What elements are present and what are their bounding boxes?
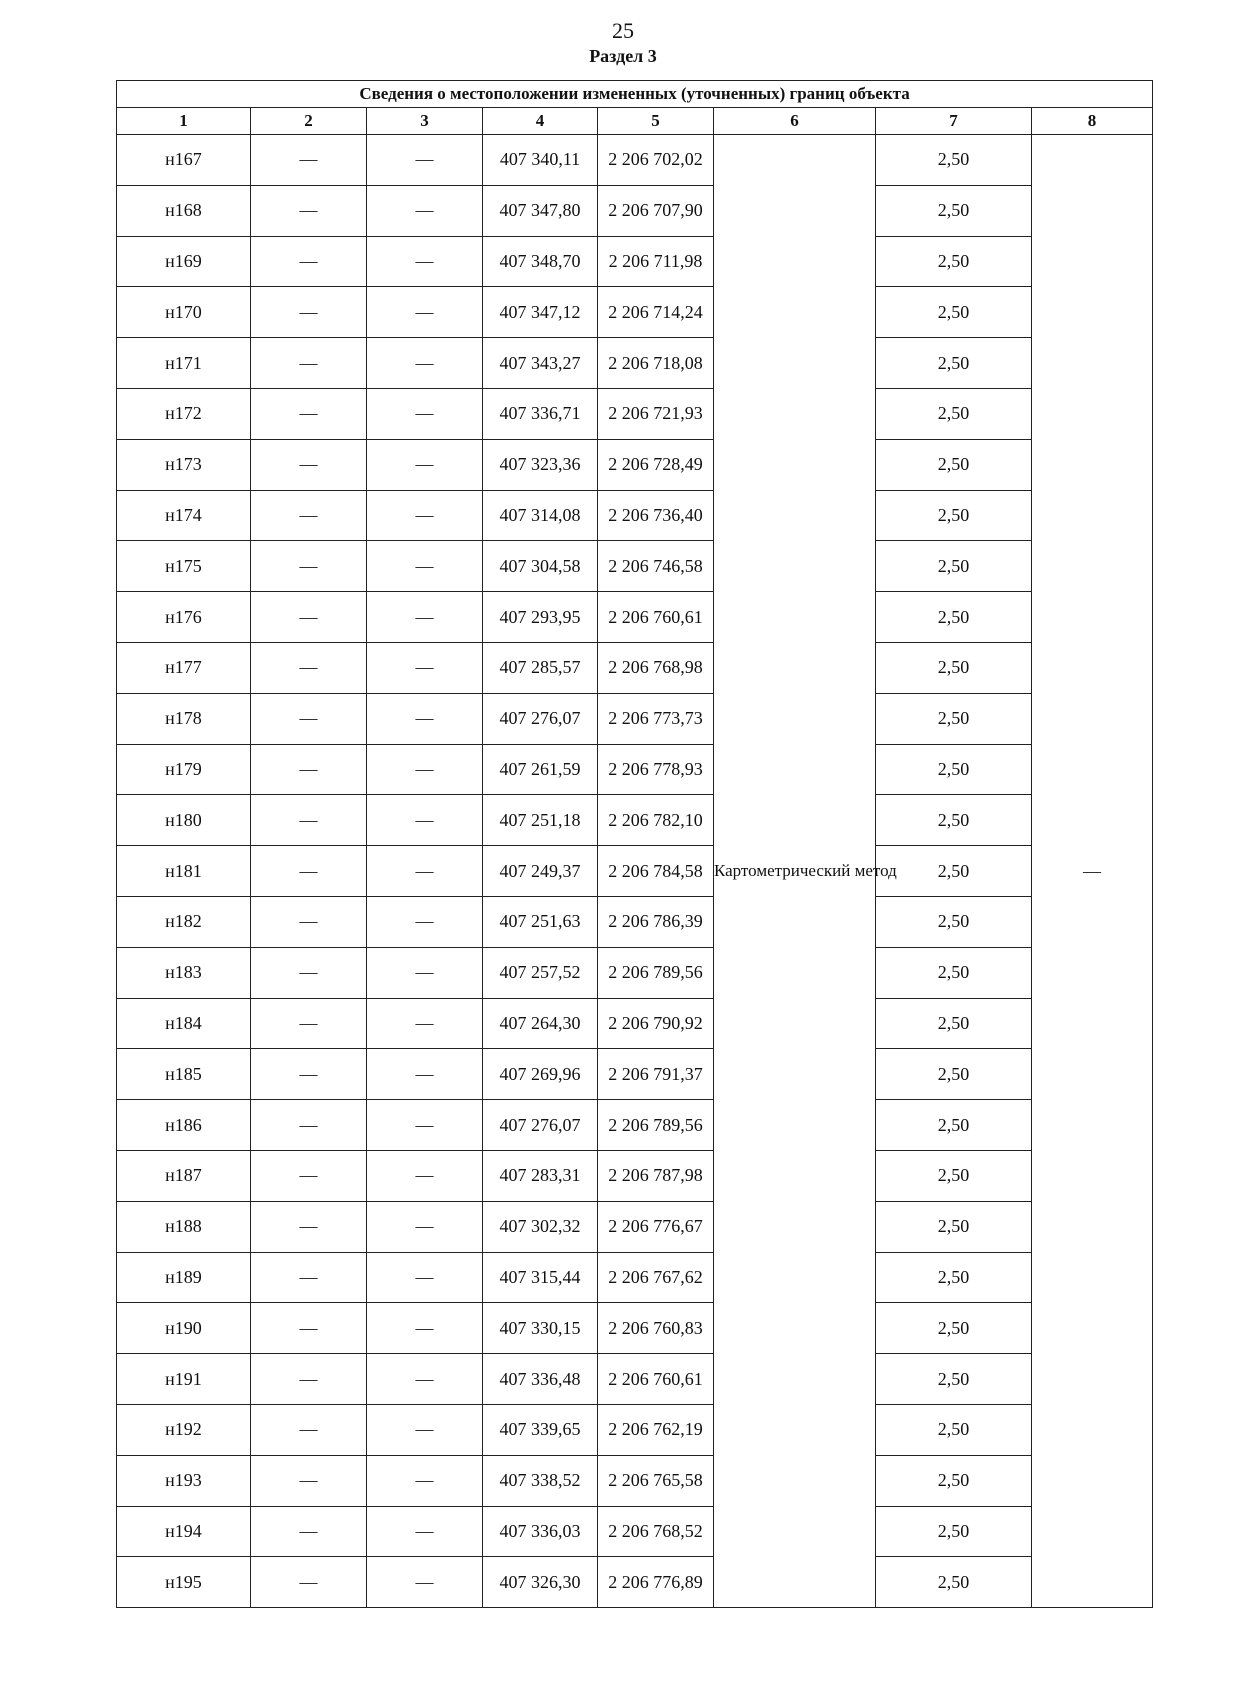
point-name-cell: н168 [117,185,251,236]
y-coordinate-cell: 2 206 789,56 [598,1100,714,1151]
table-row [117,439,1153,490]
table-row [117,1150,1153,1201]
x-coordinate-cell: 407 269,96 [483,1049,598,1100]
method-cell: Картометрический метод [714,135,876,1608]
accuracy-cell: 2,50 [876,1049,1032,1100]
x-coordinate-cell: 407 315,44 [483,1252,598,1303]
column-2-cell: — [251,1049,367,1100]
column-2-cell: — [251,1506,367,1557]
table-row [117,795,1153,846]
column-2-cell: — [251,1404,367,1455]
table-row [117,135,1153,186]
point-name-cell: н172 [117,388,251,439]
table-row [117,896,1153,947]
y-coordinate-cell: 2 206 721,93 [598,388,714,439]
x-coordinate-cell: 407 336,71 [483,388,598,439]
y-coordinate-cell: 2 206 789,56 [598,947,714,998]
point-name-cell: н182 [117,896,251,947]
y-coordinate-cell: 2 206 718,08 [598,338,714,389]
column-number-1: 1 [117,108,251,135]
column-3-cell: — [367,947,483,998]
table-row [117,744,1153,795]
accuracy-cell: 2,50 [876,642,1032,693]
accuracy-cell: 2,50 [876,236,1032,287]
table-row [117,1506,1153,1557]
column-number-2: 2 [251,108,367,135]
y-coordinate-cell: 2 206 784,58 [598,846,714,897]
column-2-cell: — [251,947,367,998]
column-3-cell: — [367,896,483,947]
column-3-cell: — [367,1100,483,1151]
x-coordinate-cell: 407 249,37 [483,846,598,897]
column-2-cell: — [251,693,367,744]
x-coordinate-cell: 407 343,27 [483,338,598,389]
accuracy-cell: 2,50 [876,896,1032,947]
column-2-cell: — [251,744,367,795]
table-row [117,338,1153,389]
table-row [117,592,1153,643]
table-row [117,1049,1153,1100]
column-3-cell: — [367,998,483,1049]
column-3-cell: — [367,287,483,338]
column-3-cell: — [367,490,483,541]
accuracy-cell: 2,50 [876,135,1032,186]
x-coordinate-cell: 407 339,65 [483,1404,598,1455]
x-coordinate-cell: 407 276,07 [483,693,598,744]
point-name-cell: н195 [117,1557,251,1608]
x-coordinate-cell: 407 251,18 [483,795,598,846]
column-2-cell: — [251,338,367,389]
y-coordinate-cell: 2 206 768,98 [598,642,714,693]
column-3-cell: — [367,135,483,186]
column-number-7: 7 [876,108,1032,135]
accuracy-cell: 2,50 [876,287,1032,338]
y-coordinate-cell: 2 206 762,19 [598,1404,714,1455]
accuracy-cell: 2,50 [876,592,1032,643]
x-coordinate-cell: 407 326,30 [483,1557,598,1608]
x-coordinate-cell: 407 340,11 [483,135,598,186]
column-number-5: 5 [598,108,714,135]
column-3-cell: — [367,1049,483,1100]
x-coordinate-cell: 407 336,48 [483,1354,598,1405]
column-number-4: 4 [483,108,598,135]
accuracy-cell: 2,50 [876,1252,1032,1303]
x-coordinate-cell: 407 293,95 [483,592,598,643]
table-row [117,998,1153,1049]
page-number: 25 [612,18,634,43]
x-coordinate-cell: 407 348,70 [483,236,598,287]
y-coordinate-cell: 2 206 768,52 [598,1506,714,1557]
column-3-cell: — [367,1303,483,1354]
column-3-cell: — [367,388,483,439]
point-name-cell: н179 [117,744,251,795]
x-coordinate-cell: 407 251,63 [483,896,598,947]
point-name-cell: н191 [117,1354,251,1405]
y-coordinate-cell: 2 206 711,98 [598,236,714,287]
table-row [117,1252,1153,1303]
y-coordinate-cell: 2 206 778,93 [598,744,714,795]
point-name-cell: н187 [117,1150,251,1201]
x-coordinate-cell: 407 257,52 [483,947,598,998]
column-3-cell: — [367,541,483,592]
accuracy-cell: 2,50 [876,1455,1032,1506]
x-coordinate-cell: 407 261,59 [483,744,598,795]
column-2-cell: — [251,1150,367,1201]
point-name-cell: н186 [117,1100,251,1151]
point-name-cell: н193 [117,1455,251,1506]
accuracy-cell: 2,50 [876,1506,1032,1557]
y-coordinate-cell: 2 206 736,40 [598,490,714,541]
x-coordinate-cell: 407 314,08 [483,490,598,541]
point-name-cell: н190 [117,1303,251,1354]
column-2-cell: — [251,592,367,643]
point-name-cell: н178 [117,693,251,744]
column-2-cell: — [251,1252,367,1303]
column-3-cell: — [367,236,483,287]
point-name-cell: н177 [117,642,251,693]
y-coordinate-cell: 2 206 790,92 [598,998,714,1049]
x-coordinate-cell: 407 302,32 [483,1201,598,1252]
x-coordinate-cell: 407 347,80 [483,185,598,236]
column-2-cell: — [251,236,367,287]
table-row [117,1100,1153,1151]
column-2-cell: — [251,1201,367,1252]
column-2-cell: — [251,1303,367,1354]
y-coordinate-cell: 2 206 760,61 [598,1354,714,1405]
accuracy-cell: 2,50 [876,1557,1032,1608]
y-coordinate-cell: 2 206 791,37 [598,1049,714,1100]
accuracy-cell: 2,50 [876,1303,1032,1354]
x-coordinate-cell: 407 304,58 [483,541,598,592]
column-number-6: 6 [714,108,876,135]
x-coordinate-cell: 407 336,03 [483,1506,598,1557]
column-2-cell: — [251,998,367,1049]
table-row [117,642,1153,693]
point-name-cell: н184 [117,998,251,1049]
accuracy-cell: 2,50 [876,744,1032,795]
accuracy-cell: 2,50 [876,185,1032,236]
section-title: Раздел 3 [589,46,657,66]
y-coordinate-cell: 2 206 760,61 [598,592,714,643]
table-row [117,1201,1153,1252]
y-coordinate-cell: 2 206 765,58 [598,1455,714,1506]
column-3-cell: — [367,439,483,490]
y-coordinate-cell: 2 206 776,67 [598,1201,714,1252]
x-coordinate-cell: 407 338,52 [483,1455,598,1506]
column-2-cell: — [251,896,367,947]
table-row [117,693,1153,744]
accuracy-cell: 2,50 [876,1404,1032,1455]
column-number-row [117,108,1153,135]
accuracy-cell: 2,50 [876,846,1032,897]
column-3-cell: — [367,795,483,846]
y-coordinate-cell: 2 206 760,83 [598,1303,714,1354]
table-row [117,388,1153,439]
column-2-cell: — [251,135,367,186]
accuracy-cell: 2,50 [876,1100,1032,1151]
point-name-cell: н183 [117,947,251,998]
accuracy-cell: 2,50 [876,1201,1032,1252]
y-coordinate-cell: 2 206 707,90 [598,185,714,236]
y-coordinate-cell: 2 206 767,62 [598,1252,714,1303]
column-3-cell: — [367,642,483,693]
accuracy-cell: 2,50 [876,1354,1032,1405]
column-3-cell: — [367,846,483,897]
accuracy-cell: 2,50 [876,1150,1032,1201]
y-coordinate-cell: 2 206 786,39 [598,896,714,947]
y-coordinate-cell: 2 206 787,98 [598,1150,714,1201]
table-row [117,236,1153,287]
accuracy-cell: 2,50 [876,998,1032,1049]
table-row [117,1455,1153,1506]
accuracy-cell: 2,50 [876,693,1032,744]
column-3-cell: — [367,592,483,643]
column-number-3: 3 [367,108,483,135]
column-3-cell: — [367,1201,483,1252]
table-row [117,947,1153,998]
column-3-cell: — [367,1455,483,1506]
y-coordinate-cell: 2 206 728,49 [598,439,714,490]
column-2-cell: — [251,1100,367,1151]
table-row [117,287,1153,338]
column-3-cell: — [367,1506,483,1557]
point-name-cell: н176 [117,592,251,643]
table-caption-row [117,81,1153,108]
table-row [117,185,1153,236]
point-name-cell: н174 [117,490,251,541]
column-2-cell: — [251,287,367,338]
column-2-cell: — [251,642,367,693]
column-2-cell: — [251,795,367,846]
column-2-cell: — [251,490,367,541]
table-body [117,135,1153,1608]
point-name-cell: н170 [117,287,251,338]
x-coordinate-cell: 407 283,31 [483,1150,598,1201]
y-coordinate-cell: 2 206 746,58 [598,541,714,592]
x-coordinate-cell: 407 276,07 [483,1100,598,1151]
column-2-cell: — [251,1354,367,1405]
x-coordinate-cell: 407 347,12 [483,287,598,338]
point-name-cell: н181 [117,846,251,897]
table-row [117,1404,1153,1455]
point-name-cell: н167 [117,135,251,186]
boundary-table [116,80,1153,1608]
y-coordinate-cell: 2 206 782,10 [598,795,714,846]
point-name-cell: н194 [117,1506,251,1557]
accuracy-cell: 2,50 [876,541,1032,592]
column-number-8: 8 [1032,108,1153,135]
column-3-cell: — [367,693,483,744]
point-name-cell: н171 [117,338,251,389]
point-name-cell: н173 [117,439,251,490]
y-coordinate-cell: 2 206 714,24 [598,287,714,338]
table-row [117,846,1153,897]
point-name-cell: н188 [117,1201,251,1252]
point-name-cell: н175 [117,541,251,592]
column-2-cell: — [251,388,367,439]
accuracy-cell: 2,50 [876,490,1032,541]
column-3-cell: — [367,1404,483,1455]
y-coordinate-cell: 2 206 776,89 [598,1557,714,1608]
note-cell: — [1032,135,1153,1608]
column-3-cell: — [367,1150,483,1201]
accuracy-cell: 2,50 [876,388,1032,439]
column-3-cell: — [367,744,483,795]
column-2-cell: — [251,1455,367,1506]
x-coordinate-cell: 407 323,36 [483,439,598,490]
column-3-cell: — [367,185,483,236]
point-name-cell: н192 [117,1404,251,1455]
point-name-cell: н189 [117,1252,251,1303]
column-2-cell: — [251,541,367,592]
column-3-cell: — [367,1557,483,1608]
table-row [117,1354,1153,1405]
column-3-cell: — [367,1252,483,1303]
column-2-cell: — [251,185,367,236]
column-2-cell: — [251,846,367,897]
accuracy-cell: 2,50 [876,795,1032,846]
table-caption: Сведения о местоположении измененных (уточненных) границ объекта [117,81,1153,108]
point-name-cell: н169 [117,236,251,287]
column-3-cell: — [367,338,483,389]
accuracy-cell: 2,50 [876,338,1032,389]
x-coordinate-cell: 407 330,15 [483,1303,598,1354]
x-coordinate-cell: 407 285,57 [483,642,598,693]
accuracy-cell: 2,50 [876,947,1032,998]
y-coordinate-cell: 2 206 702,02 [598,135,714,186]
point-name-cell: н185 [117,1049,251,1100]
point-name-cell: н180 [117,795,251,846]
column-2-cell: — [251,439,367,490]
column-2-cell: — [251,1557,367,1608]
accuracy-cell: 2,50 [876,439,1032,490]
table-row [117,1303,1153,1354]
table-row [117,541,1153,592]
table-row [117,1557,1153,1608]
table-row [117,490,1153,541]
x-coordinate-cell: 407 264,30 [483,998,598,1049]
y-coordinate-cell: 2 206 773,73 [598,693,714,744]
column-3-cell: — [367,1354,483,1405]
